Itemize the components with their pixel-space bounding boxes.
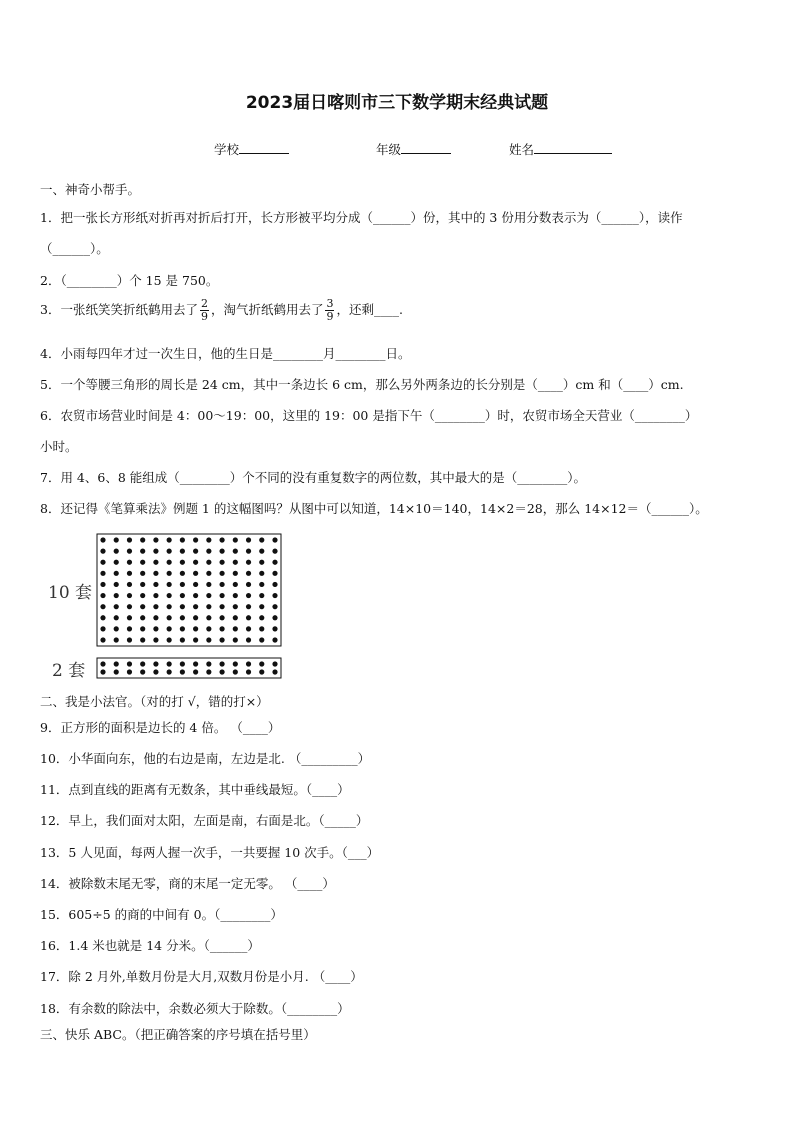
dot	[153, 571, 158, 576]
question-1-cont: （______）。	[40, 241, 109, 256]
dot	[246, 669, 251, 674]
dot	[100, 626, 105, 631]
dot	[114, 593, 119, 598]
dot	[219, 661, 224, 666]
dot	[193, 560, 198, 565]
dot	[140, 626, 145, 631]
dot	[259, 537, 264, 542]
grade-blank[interactable]	[401, 141, 451, 154]
dot	[127, 537, 132, 542]
school-label: 学校	[214, 142, 240, 157]
dot	[219, 582, 224, 587]
dot	[259, 549, 264, 554]
question-13: 13．5 人见面，每两人握一次手，一共要握 10 次手。（___）	[40, 845, 380, 860]
section-1-heading: 一、神奇小帮手。	[40, 182, 141, 197]
dot	[219, 615, 224, 620]
dot	[246, 626, 251, 631]
question-17: 17．除 2 月外,单数月份是大月,双数月份是小月. （____）	[40, 969, 363, 984]
dot	[114, 549, 119, 554]
dot	[206, 571, 211, 576]
dot	[153, 615, 158, 620]
dot	[140, 615, 145, 620]
dot	[167, 593, 172, 598]
dot	[193, 549, 198, 554]
dot	[100, 669, 105, 674]
dot	[153, 582, 158, 587]
dot	[193, 637, 198, 642]
dot	[246, 604, 251, 609]
dot	[246, 615, 251, 620]
dot	[100, 593, 105, 598]
section-2-heading: 二、我是小法官。（对的打 √，错的打×）	[40, 694, 269, 709]
dot	[193, 661, 198, 666]
question-12: 12．早上，我们面对太阳，左面是南，右面是北。（_____）	[40, 813, 369, 828]
dot	[127, 560, 132, 565]
dot	[127, 615, 132, 620]
dot	[167, 637, 172, 642]
dot	[153, 593, 158, 598]
dot	[206, 604, 211, 609]
question-7: 7．用 4、6、8 能组成（________）个不同的没有重复数字的两位数，其中最大的是（________）。	[40, 470, 587, 485]
dot	[206, 549, 211, 554]
dot	[233, 661, 238, 666]
question-3-part3: ，还剩____.	[336, 302, 403, 317]
dot	[114, 582, 119, 587]
question-8: 8．还记得《笔算乘法》例题 1 的这幅图吗？从图中可以知道，14×10＝140，14×2＝28，那么 14×12＝（______）。	[40, 501, 708, 516]
dot	[153, 560, 158, 565]
dot	[193, 669, 198, 674]
dot	[180, 537, 185, 542]
dot	[167, 604, 172, 609]
dot	[153, 604, 158, 609]
dot	[140, 537, 145, 542]
dot	[259, 582, 264, 587]
dot	[272, 615, 277, 620]
question-6-cont: 小时。	[40, 439, 78, 454]
question-16: 16．1.4 米也就是 14 分米。（______）	[40, 938, 260, 953]
question-10: 10．小华面向东，他的右边是南，左边是北. （_________）	[40, 751, 371, 766]
dot	[259, 661, 264, 666]
dot	[193, 537, 198, 542]
dot	[114, 669, 119, 674]
dot	[114, 537, 119, 542]
dot	[167, 571, 172, 576]
dot	[180, 560, 185, 565]
dot	[114, 626, 119, 631]
dot	[127, 571, 132, 576]
dot	[114, 661, 119, 666]
dot	[127, 582, 132, 587]
dot	[140, 549, 145, 554]
dot	[259, 626, 264, 631]
dot	[114, 560, 119, 565]
dot	[127, 626, 132, 631]
dot	[193, 582, 198, 587]
dot	[259, 637, 264, 642]
dot-box-2-sets	[97, 658, 281, 678]
question-3-part1: 3．一张纸笑笑折纸鹤用去了	[40, 302, 198, 317]
dot	[219, 571, 224, 576]
dot	[100, 661, 105, 666]
dot	[140, 560, 145, 565]
question-18: 18．有余数的除法中，余数必须大于除数。（________）	[40, 1001, 350, 1016]
dot	[233, 626, 238, 631]
question-3	[40, 298, 403, 323]
dot	[272, 604, 277, 609]
dot	[127, 604, 132, 609]
dot	[206, 615, 211, 620]
dot	[153, 661, 158, 666]
dot	[219, 593, 224, 598]
dot	[114, 615, 119, 620]
dot	[259, 615, 264, 620]
question-3-part2: ，淘气折纸鹤用去了	[210, 302, 324, 317]
dot	[233, 669, 238, 674]
dot	[206, 669, 211, 674]
dot-array-figure	[40, 530, 290, 682]
dot	[206, 626, 211, 631]
dot	[259, 593, 264, 598]
question-6: 6．农贸市场营业时间是 4：00～19：00，这里的 19：00 是指下午（________）时，农贸市场全天营业（________）	[40, 408, 698, 423]
question-4: 4．小雨每四年才过一次生日，他的生日是________月________日。	[40, 346, 411, 361]
dot	[153, 549, 158, 554]
dot	[246, 582, 251, 587]
dot	[206, 593, 211, 598]
dot	[140, 593, 145, 598]
dot	[140, 571, 145, 576]
question-11: 11．点到直线的距离有无数条，其中垂线最短。（____）	[40, 782, 350, 797]
dot	[100, 637, 105, 642]
dot	[167, 669, 172, 674]
dot	[246, 560, 251, 565]
dot	[127, 669, 132, 674]
dot	[272, 549, 277, 554]
question-14: 14．被除数末尾无零，商的末尾一定无零。 （____）	[40, 876, 335, 891]
question-2: 2．（________）个 15 是 750。	[40, 273, 219, 288]
dot	[233, 549, 238, 554]
dot	[219, 549, 224, 554]
school-field	[214, 140, 289, 158]
school-blank[interactable]	[239, 141, 289, 154]
dot	[127, 637, 132, 642]
dot	[100, 571, 105, 576]
dot	[233, 537, 238, 542]
name-field	[509, 140, 612, 158]
grade-label: 年级	[376, 142, 402, 157]
dot	[180, 669, 185, 674]
dot	[233, 615, 238, 620]
dot	[206, 582, 211, 587]
dot	[153, 669, 158, 674]
dot	[193, 604, 198, 609]
dot	[272, 560, 277, 565]
dot	[180, 549, 185, 554]
dot	[140, 604, 145, 609]
dot	[246, 549, 251, 554]
dot	[100, 582, 105, 587]
dot	[140, 637, 145, 642]
question-9: 9．正方形的面积是边长的 4 倍。 （____）	[40, 720, 281, 735]
dot	[100, 604, 105, 609]
question-15: 15．605÷5 的商的中间有 0。（________）	[40, 907, 283, 922]
dot	[140, 669, 145, 674]
dot	[114, 637, 119, 642]
dot	[167, 549, 172, 554]
fraction-denominator: 9	[326, 310, 334, 323]
dot	[259, 604, 264, 609]
dot	[219, 637, 224, 642]
dot	[233, 604, 238, 609]
dot	[272, 669, 277, 674]
dot	[233, 593, 238, 598]
dot	[100, 615, 105, 620]
dot	[272, 593, 277, 598]
dot	[206, 661, 211, 666]
dot	[114, 604, 119, 609]
label-10-sets: 10 套	[48, 583, 93, 603]
dot	[272, 537, 277, 542]
dot	[193, 626, 198, 631]
dot	[100, 537, 105, 542]
dot	[100, 549, 105, 554]
dot	[206, 560, 211, 565]
dot	[219, 669, 224, 674]
dot-array	[40, 530, 290, 682]
dot	[167, 615, 172, 620]
dot	[180, 615, 185, 620]
dot	[167, 560, 172, 565]
dot	[246, 661, 251, 666]
dot	[246, 637, 251, 642]
dot	[127, 549, 132, 554]
dot	[153, 626, 158, 631]
fraction-numerator: 2	[200, 297, 208, 310]
section-3-heading: 三、快乐 ABC。（把正确答案的序号填在括号里）	[40, 1027, 316, 1042]
dot	[219, 626, 224, 631]
dot	[206, 537, 211, 542]
fraction-numerator: 3	[326, 297, 334, 310]
dot	[180, 571, 185, 576]
dot	[246, 537, 251, 542]
dot	[167, 537, 172, 542]
dot	[153, 537, 158, 542]
dot	[233, 637, 238, 642]
fraction-2-9	[200, 298, 209, 323]
dot	[167, 626, 172, 631]
dot	[272, 637, 277, 642]
dot	[140, 661, 145, 666]
dot	[193, 571, 198, 576]
dot	[272, 626, 277, 631]
dot	[233, 560, 238, 565]
dot	[180, 604, 185, 609]
dot	[246, 593, 251, 598]
dot	[180, 582, 185, 587]
dot	[180, 593, 185, 598]
dot	[272, 661, 277, 666]
dot	[233, 571, 238, 576]
dot	[219, 560, 224, 565]
dot	[180, 637, 185, 642]
dot	[219, 537, 224, 542]
dot	[153, 637, 158, 642]
dot	[233, 582, 238, 587]
fraction-denominator: 9	[200, 310, 208, 323]
fraction-3-9	[325, 298, 334, 323]
dot	[167, 582, 172, 587]
dot	[180, 661, 185, 666]
dot	[180, 626, 185, 631]
question-1: 1．把一张长方形纸对折再对折后打开，长方形被平均分成（______）份，其中的 3 份用分数表示为（______），读作	[40, 210, 683, 225]
dot	[246, 571, 251, 576]
dot	[193, 593, 198, 598]
dot	[127, 661, 132, 666]
dot	[167, 661, 172, 666]
dot	[272, 582, 277, 587]
dot-box-10-sets	[97, 534, 281, 646]
dot	[114, 571, 119, 576]
dot	[140, 582, 145, 587]
dot	[193, 615, 198, 620]
dot	[100, 560, 105, 565]
dot	[259, 669, 264, 674]
name-blank[interactable]	[534, 141, 612, 154]
question-5: 5．一个等腰三角形的周长是 24 cm，其中一条边长 6 cm，那么另外两条边的长分别是（____）cm 和（____）cm.	[40, 377, 684, 392]
dot	[206, 637, 211, 642]
dot	[127, 593, 132, 598]
label-2-sets: 2 套	[52, 661, 86, 681]
name-label: 姓名	[509, 142, 535, 157]
dot	[259, 560, 264, 565]
dot	[259, 571, 264, 576]
dot	[272, 571, 277, 576]
dot	[219, 604, 224, 609]
grade-field	[376, 140, 451, 158]
exam-title: 2023届日喀则市三下数学期末经典试题	[245, 93, 549, 113]
